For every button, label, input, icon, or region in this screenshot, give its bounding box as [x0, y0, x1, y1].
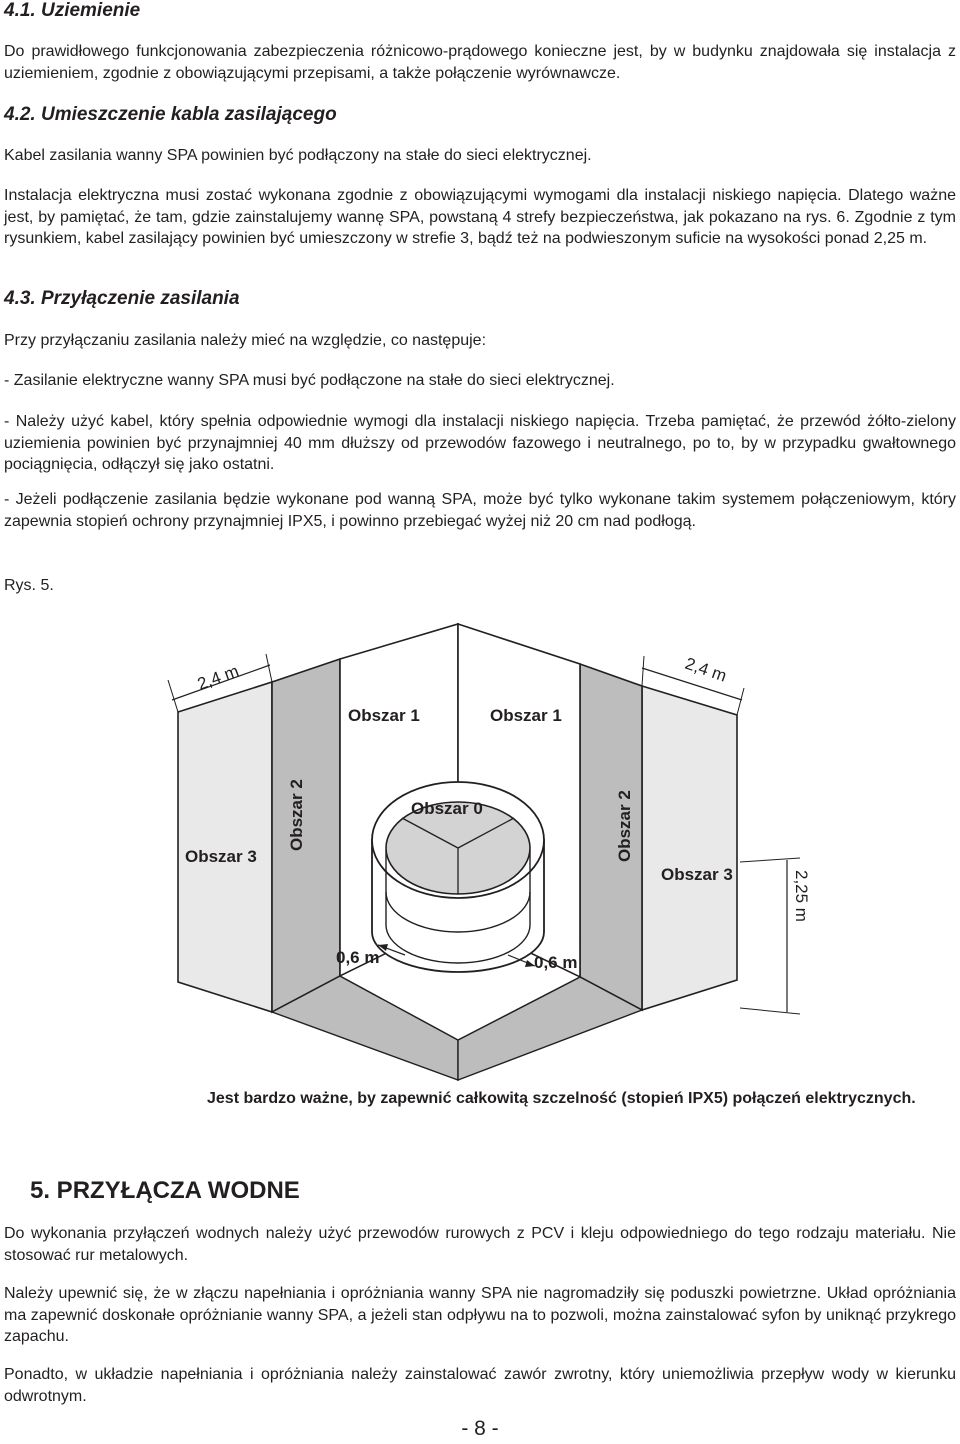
label-zone3-left: Obszar 3: [185, 847, 257, 866]
label-zone1-right: Obszar 1: [490, 706, 562, 725]
label-dim-height: 2,25 m: [792, 870, 811, 922]
paragraph-installation-zones: Instalacja elektryczna musi zostać wykonana zgodnie z obowiązującymi wymogami dla instalacji niskiego napięcia. Dlatego ważne jest, by pamiętać, że tam, gdzie zainstalujemy wannę SPA, powstaną 4 strefy bezpieczeństwa, jak pokazano na rys. 6. Zgodnie z tym rysunkiem, kabel zasilający powinien być umieszczony w strefie 3, bądź też na podwieszonym suficie na wysokości ponad 2,25 m.: [4, 187, 956, 247]
dim-tick: [740, 1008, 800, 1014]
zone2-wall-left: [272, 659, 340, 1012]
paragraph-connection-intro: Przy przyłączaniu zasilania należy mieć na względzie, co następuje:: [4, 332, 487, 349]
label-zone1-left: Obszar 1: [348, 706, 420, 725]
paragraph-connection-ipx5: - Jeżeli podłączenie zasilania będzie wykonane pod wanną SPA, może być tylko wykonane takim systemem połączeniowym, który zapewnia stopień ochrony przynajmniej IPX5, i powinno przebiegać wyżej niż 20 cm nad podłogą.: [4, 491, 956, 530]
paragraph-cable-fixed: Kabel zasilania wanny SPA powinien być podłączony na stałe do sieci elektrycznej.: [4, 147, 592, 164]
label-zone2-right: Obszar 2: [615, 790, 634, 862]
heading-4-1: 4.1. Uziemienie: [4, 0, 141, 21]
paragraph-connection-fixed: - Zasilanie elektryczne wanny SPA musi być podłączone na stałe do sieci elektrycznej.: [4, 372, 615, 389]
figure-caption: Rys. 5.: [4, 577, 54, 594]
dim-tick: [266, 654, 272, 682]
dim-tick: [642, 656, 644, 686]
paragraph-grounding: Do prawidłowego funkcjonowania zabezpieczenia różnicowo-prądowego konieczne jest, by w budynku znajdowała się instalacja z uziemieniem, zgodnie z obowiązującymi przepisami, a także połączenie wyrównawcze.: [4, 43, 956, 82]
paragraph-water-pipes: Do wykonania przyłączeń wodnych należy użyć przewodów rurowych z PCV i kleju odpowiedniego do tego rodzaju materiału. Nie stosować rur metalowych.: [4, 1225, 956, 1264]
label-zone2-left: Obszar 2: [287, 779, 306, 851]
label-dim-offset-right: 0,6 m: [534, 953, 578, 972]
paragraph-check-valve: Ponadto, w układzie napełniania i opróżniania należy zainstalować zawór zwrotny, który uniemożliwia przepływ wody w kierunku odwrotnym.: [4, 1366, 956, 1405]
heading-5-water: 5. PRZYŁĄCZA WODNE: [30, 1177, 300, 1204]
paragraph-connection-cable: - Należy użyć kabel, który spełnia odpowiednie wymogi dla instalacji niskiego napięcia. Trzeba pamiętać, że przewód żółto-zielony uziemienia powinien być przynajmniej 40 mm dłuższy od przewodów fazowego i neutralnego, po to, by w przypadku gwałtownego pociągnięcia, odłączył się jako ostatni.: [4, 413, 956, 473]
label-zone0: Obszar 0: [411, 799, 483, 818]
label-zone3-right: Obszar 3: [661, 865, 733, 884]
label-dim-offset-left: 0,6 m: [336, 948, 380, 967]
zone3-wall-right: [642, 686, 737, 1010]
label-dim-width-left: 2,4 m: [194, 661, 242, 694]
page-number: - 8 -: [461, 1417, 499, 1440]
dim-tick: [737, 688, 744, 715]
dim-tick: [168, 680, 178, 712]
label-dim-width-right: 2,4 m: [682, 653, 730, 686]
paragraph-water-drain: Należy upewnić się, że w złączu napełniania i opróżniania wanny SPA nie nagromadziły się poduszki powietrzne. Układ opróżniania ma zapewnić doskonałe opróżnianie wanny SPA, a jeżeli stan odpływu na to pozwoli, można zainstalować syfon by uniknąć przykrego zapachu.: [4, 1285, 956, 1345]
dim-tick: [740, 858, 800, 862]
notice-ipx5: Jest bardzo ważne, by zapewnić całkowitą szczelność (stopień IPX5) połączeń elektrycznych.: [207, 1090, 916, 1107]
heading-4-2: 4.2. Umieszczenie kabla zasilającego: [4, 104, 337, 125]
heading-4-3: 4.3. Przyłączenie zasilania: [4, 288, 240, 309]
